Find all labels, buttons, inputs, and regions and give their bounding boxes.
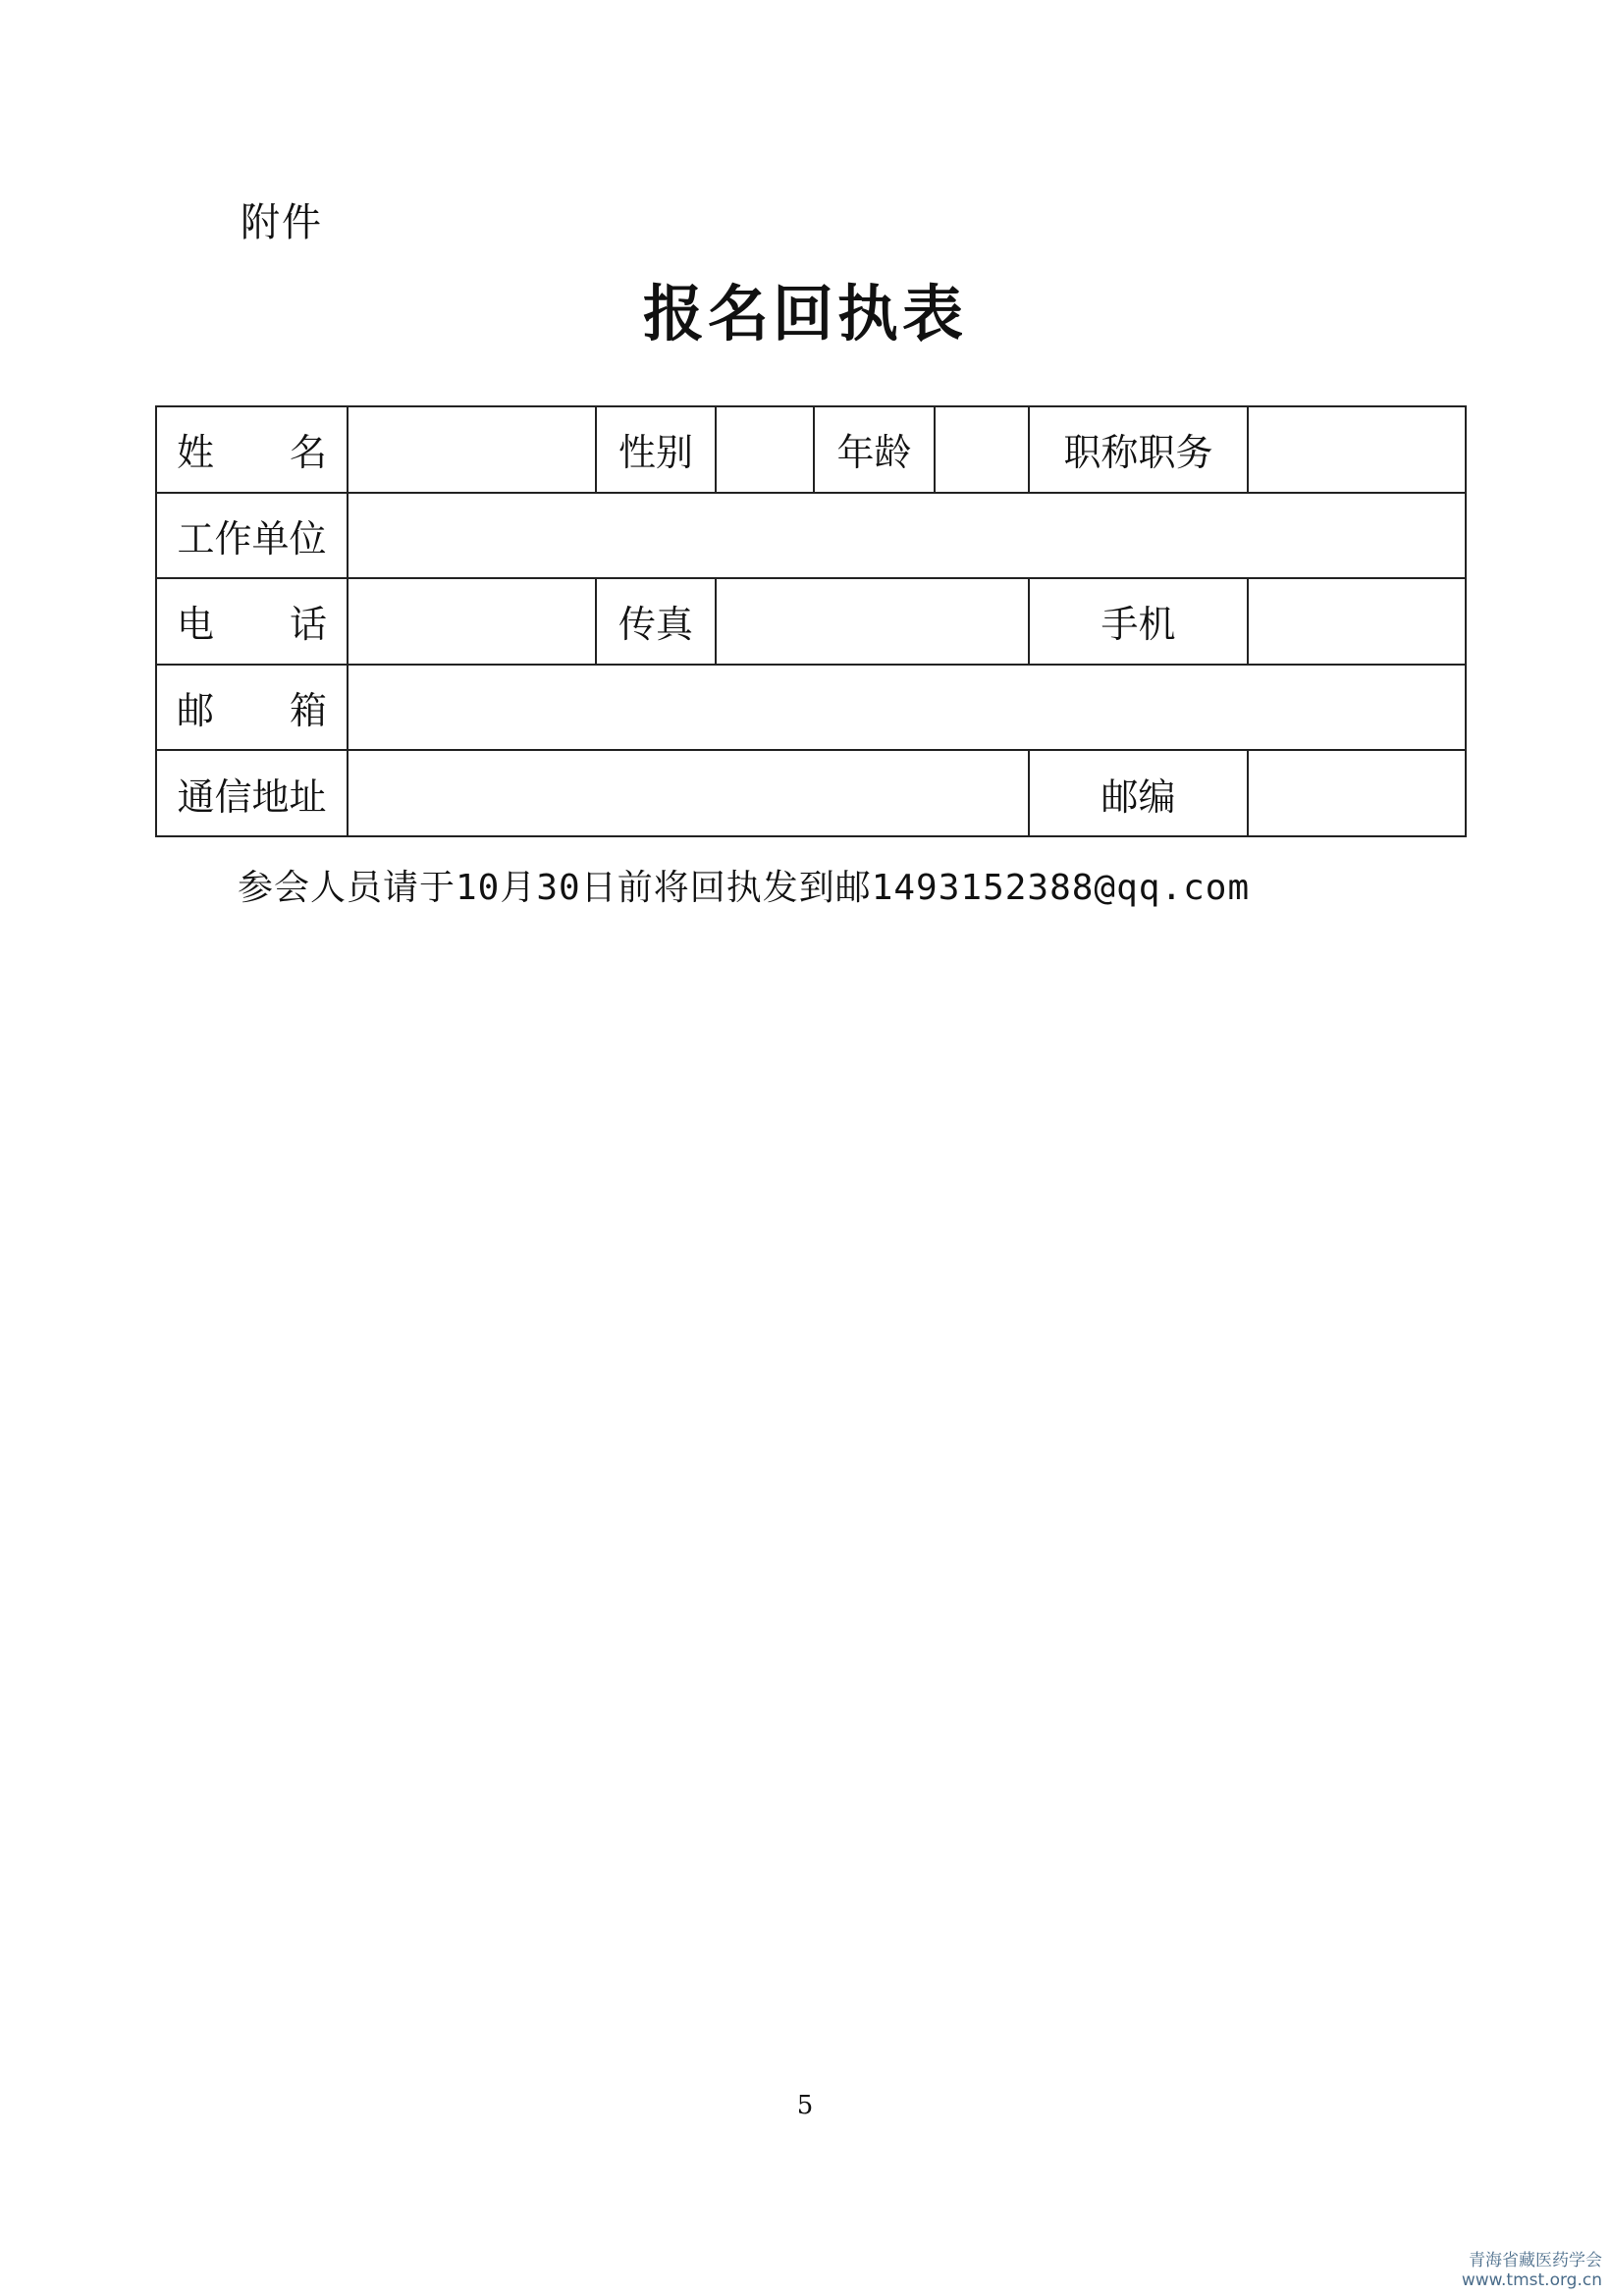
name-label: 姓 名 bbox=[156, 406, 348, 493]
watermark-org-name: 青海省藏医药学会 bbox=[1469, 2251, 1602, 2270]
page-number: 5 bbox=[796, 2091, 814, 2120]
table-row bbox=[156, 665, 1466, 751]
watermark bbox=[1462, 2251, 1602, 2290]
postcode-field[interactable] bbox=[1248, 750, 1466, 836]
table-row bbox=[156, 493, 1466, 579]
mobile-field[interactable] bbox=[1248, 578, 1466, 665]
title-position-field[interactable] bbox=[1248, 406, 1466, 493]
gender-label: 性别 bbox=[596, 406, 716, 493]
fax-field[interactable] bbox=[716, 578, 1029, 665]
name-field[interactable] bbox=[348, 406, 596, 493]
table-row bbox=[156, 578, 1466, 665]
email-label: 邮 箱 bbox=[156, 665, 348, 751]
phone-field[interactable] bbox=[348, 578, 596, 665]
fax-label: 传真 bbox=[596, 578, 716, 665]
email-field[interactable] bbox=[348, 665, 1466, 751]
submission-note: 参会人员请于10月30日前将回执发到邮1493152388@qq.com bbox=[238, 868, 1251, 908]
table-row bbox=[156, 750, 1466, 836]
title-position-label: 职称职务 bbox=[1029, 406, 1248, 493]
gender-field[interactable] bbox=[716, 406, 814, 493]
registration-form-table bbox=[155, 405, 1467, 837]
work-unit-field[interactable] bbox=[348, 493, 1466, 579]
attachment-label: 附件 bbox=[241, 200, 323, 245]
age-label: 年龄 bbox=[814, 406, 935, 493]
form-title: 报名回执表 bbox=[642, 278, 967, 349]
table-row bbox=[156, 406, 1466, 493]
mobile-label: 手机 bbox=[1029, 578, 1248, 665]
postcode-label: 邮编 bbox=[1029, 750, 1248, 836]
address-field[interactable] bbox=[348, 750, 1029, 836]
watermark-url: www.tmst.org.cn bbox=[1461, 2270, 1602, 2290]
work-unit-label: 工作单位 bbox=[156, 493, 348, 579]
age-field[interactable] bbox=[935, 406, 1029, 493]
phone-label: 电 话 bbox=[156, 578, 348, 665]
address-label: 通信地址 bbox=[156, 750, 348, 836]
